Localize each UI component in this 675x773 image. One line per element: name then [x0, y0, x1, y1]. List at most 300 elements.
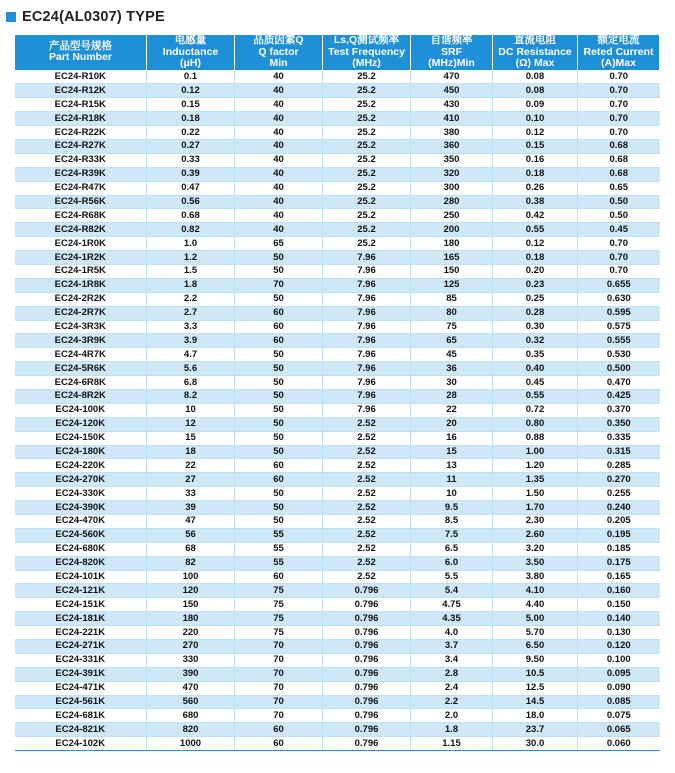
cell-dc-resistance: 0.12: [493, 126, 578, 140]
cell-dc-resistance: 0.16: [493, 153, 578, 167]
cell-dc-resistance: 0.25: [493, 292, 578, 306]
cell-srf: 15: [411, 445, 493, 459]
cell-q-factor: 40: [235, 112, 323, 126]
cell-part-number: EC24-3R9K: [15, 334, 147, 348]
cell-dc-resistance: 1.00: [493, 445, 578, 459]
cell-test-frequency: 7.96: [323, 264, 411, 278]
cell-q-factor: 40: [235, 98, 323, 112]
cell-srf: 410: [411, 112, 493, 126]
cell-srf: 1.15: [411, 737, 493, 751]
cell-dc-resistance: 4.10: [493, 584, 578, 598]
cell-srf: 75: [411, 320, 493, 334]
cell-rated-current: 0.315: [578, 445, 660, 459]
cell-q-factor: 40: [235, 195, 323, 209]
table-row: [15, 292, 660, 306]
header-line: 额定电流: [597, 34, 640, 46]
cell-dc-resistance: 0.45: [493, 376, 578, 390]
cell-srf: 11: [411, 473, 493, 487]
header-q-factor: [235, 35, 323, 71]
cell-dc-resistance: 5.70: [493, 626, 578, 640]
cell-inductance: 1.2: [147, 251, 235, 265]
cell-q-factor: 50: [235, 431, 323, 445]
cell-q-factor: 70: [235, 640, 323, 654]
cell-inductance: 270: [147, 640, 235, 654]
cell-srf: 16: [411, 431, 493, 445]
cell-srf: 360: [411, 139, 493, 153]
cell-part-number: EC24-820K: [15, 556, 147, 570]
table-row: [15, 334, 660, 348]
cell-inductance: 10: [147, 403, 235, 417]
header-line: SRF: [441, 45, 462, 58]
cell-test-frequency: 2.52: [323, 542, 411, 556]
cell-dc-resistance: 0.20: [493, 264, 578, 278]
cell-dc-resistance: 0.55: [493, 389, 578, 403]
table-row: [15, 362, 660, 376]
cell-inductance: 0.15: [147, 98, 235, 112]
table-row: [15, 376, 660, 390]
cell-rated-current: 0.075: [578, 709, 660, 723]
cell-q-factor: 70: [235, 653, 323, 667]
cell-q-factor: 50: [235, 264, 323, 278]
header-line: Q factor: [258, 45, 299, 58]
cell-test-frequency: 7.96: [323, 362, 411, 376]
cell-rated-current: 0.70: [578, 126, 660, 140]
cell-q-factor: 40: [235, 70, 323, 84]
cell-q-factor: 40: [235, 181, 323, 195]
cell-rated-current: 0.240: [578, 501, 660, 515]
cell-part-number: EC24-1R2K: [15, 251, 147, 265]
table-row: [15, 153, 660, 167]
table-row: [15, 542, 660, 556]
cell-part-number: EC24-221K: [15, 626, 147, 640]
cell-srf: 430: [411, 98, 493, 112]
cell-part-number: EC24-R68K: [15, 209, 147, 223]
table-row: [15, 640, 660, 654]
cell-inductance: 120: [147, 584, 235, 598]
table-row: [15, 223, 660, 237]
cell-part-number: EC24-1R5K: [15, 264, 147, 278]
table-row: [15, 112, 660, 126]
header-line: (MHz): [352, 57, 381, 69]
cell-srf: 300: [411, 181, 493, 195]
cell-test-frequency: 7.96: [323, 251, 411, 265]
cell-rated-current: 0.70: [578, 84, 660, 98]
cell-srf: 7.5: [411, 528, 493, 542]
cell-test-frequency: 7.96: [323, 320, 411, 334]
cell-srf: 350: [411, 153, 493, 167]
table-row: [15, 348, 660, 362]
table-row: [15, 306, 660, 320]
cell-q-factor: 50: [235, 292, 323, 306]
cell-rated-current: 0.45: [578, 223, 660, 237]
cell-test-frequency: 0.796: [323, 737, 411, 751]
cell-part-number: EC24-391K: [15, 667, 147, 681]
cell-test-frequency: 7.96: [323, 306, 411, 320]
cell-q-factor: 50: [235, 376, 323, 390]
cell-part-number: EC24-2R7K: [15, 306, 147, 320]
cell-q-factor: 70: [235, 709, 323, 723]
table-body: [15, 70, 660, 751]
cell-q-factor: 55: [235, 542, 323, 556]
cell-q-factor: 70: [235, 681, 323, 695]
cell-rated-current: 0.68: [578, 139, 660, 153]
cell-inductance: 150: [147, 598, 235, 612]
header-line: Test Frequency: [328, 45, 405, 58]
table-row: [15, 320, 660, 334]
page-title: [6, 8, 165, 26]
cell-q-factor: 55: [235, 528, 323, 542]
cell-srf: 280: [411, 195, 493, 209]
cell-dc-resistance: 0.28: [493, 306, 578, 320]
cell-srf: 8.5: [411, 515, 493, 529]
header-line: Part Number: [48, 51, 112, 64]
cell-srf: 250: [411, 209, 493, 223]
header-test-frequency: [323, 35, 411, 71]
cell-rated-current: 0.70: [578, 264, 660, 278]
cell-dc-resistance: 2.30: [493, 515, 578, 529]
cell-q-factor: 75: [235, 626, 323, 640]
cell-rated-current: 0.350: [578, 417, 660, 431]
cell-part-number: EC24-331K: [15, 653, 147, 667]
cell-inductance: 0.68: [147, 209, 235, 223]
cell-inductance: 0.18: [147, 112, 235, 126]
header-line: (A)Max: [600, 57, 636, 69]
header-line: 电感量: [174, 34, 207, 46]
header-line: 直流电阻: [514, 34, 556, 46]
cell-dc-resistance: 0.88: [493, 431, 578, 445]
cell-part-number: EC24-150K: [15, 431, 147, 445]
cell-rated-current: 0.530: [578, 348, 660, 362]
cell-part-number: EC24-270K: [15, 473, 147, 487]
header-inductance: [147, 35, 235, 71]
cell-rated-current: 0.090: [578, 681, 660, 695]
table-header-row: [15, 35, 660, 71]
cell-inductance: 3.3: [147, 320, 235, 334]
cell-test-frequency: 25.2: [323, 70, 411, 84]
table-row: [15, 598, 660, 612]
cell-part-number: EC24-680K: [15, 542, 147, 556]
cell-part-number: EC24-390K: [15, 501, 147, 515]
cell-part-number: EC24-470K: [15, 515, 147, 529]
cell-q-factor: 40: [235, 84, 323, 98]
cell-rated-current: 0.095: [578, 667, 660, 681]
cell-q-factor: 50: [235, 251, 323, 265]
cell-rated-current: 0.500: [578, 362, 660, 376]
cell-test-frequency: 7.96: [323, 334, 411, 348]
cell-inductance: 2.2: [147, 292, 235, 306]
title-text: EC24(AL0307) TYPE: [22, 9, 165, 25]
header-line: Min: [269, 57, 288, 69]
cell-q-factor: 50: [235, 417, 323, 431]
cell-inductance: 560: [147, 695, 235, 709]
cell-rated-current: 0.470: [578, 376, 660, 390]
cell-srf: 2.4: [411, 681, 493, 695]
cell-dc-resistance: 0.72: [493, 403, 578, 417]
cell-test-frequency: 25.2: [323, 181, 411, 195]
cell-q-factor: 50: [235, 501, 323, 515]
header-line: Reted Current: [583, 45, 654, 58]
cell-rated-current: 0.575: [578, 320, 660, 334]
cell-srf: 2.2: [411, 695, 493, 709]
cell-srf: 150: [411, 264, 493, 278]
cell-srf: 28: [411, 389, 493, 403]
cell-srf: 5.4: [411, 584, 493, 598]
cell-dc-resistance: 1.70: [493, 501, 578, 515]
cell-inductance: 22: [147, 459, 235, 473]
cell-srf: 4.75: [411, 598, 493, 612]
cell-test-frequency: 0.796: [323, 681, 411, 695]
cell-inductance: 1.5: [147, 264, 235, 278]
cell-part-number: EC24-R82K: [15, 223, 147, 237]
cell-q-factor: 60: [235, 459, 323, 473]
cell-test-frequency: 25.2: [323, 98, 411, 112]
cell-q-factor: 55: [235, 556, 323, 570]
cell-rated-current: 0.555: [578, 334, 660, 348]
header-line: (Ω) Max: [515, 57, 555, 69]
cell-inductance: 0.22: [147, 126, 235, 140]
table-row: [15, 195, 660, 209]
cell-rated-current: 0.65: [578, 181, 660, 195]
cell-test-frequency: 25.2: [323, 237, 411, 251]
cell-rated-current: 0.060: [578, 737, 660, 751]
cell-test-frequency: 0.796: [323, 640, 411, 654]
cell-part-number: EC24-101K: [15, 570, 147, 584]
cell-part-number: EC24-560K: [15, 528, 147, 542]
table-row: [15, 417, 660, 431]
cell-dc-resistance: 2.60: [493, 528, 578, 542]
table-row: [15, 70, 660, 84]
table-row: [15, 501, 660, 515]
table-row: [15, 209, 660, 223]
cell-rated-current: 0.160: [578, 584, 660, 598]
cell-test-frequency: 0.796: [323, 598, 411, 612]
cell-part-number: EC24-561K: [15, 695, 147, 709]
table-row: [15, 556, 660, 570]
cell-inductance: 6.8: [147, 376, 235, 390]
cell-test-frequency: 2.52: [323, 473, 411, 487]
cell-rated-current: 0.655: [578, 278, 660, 292]
cell-srf: 470: [411, 70, 493, 84]
cell-dc-resistance: 0.32: [493, 334, 578, 348]
cell-q-factor: 75: [235, 598, 323, 612]
cell-rated-current: 0.140: [578, 612, 660, 626]
table-row: [15, 737, 660, 751]
header-line: Ls,Q测试频率: [333, 34, 400, 46]
cell-inductance: 39: [147, 501, 235, 515]
cell-test-frequency: 25.2: [323, 195, 411, 209]
cell-rated-current: 0.195: [578, 528, 660, 542]
cell-part-number: EC24-4R7K: [15, 348, 147, 362]
cell-dc-resistance: 1.50: [493, 487, 578, 501]
cell-test-frequency: 25.2: [323, 209, 411, 223]
cell-inductance: 0.33: [147, 153, 235, 167]
cell-rated-current: 0.70: [578, 70, 660, 84]
table-row: [15, 487, 660, 501]
cell-srf: 3.4: [411, 653, 493, 667]
cell-test-frequency: 25.2: [323, 84, 411, 98]
cell-part-number: EC24-330K: [15, 487, 147, 501]
cell-q-factor: 70: [235, 695, 323, 709]
cell-test-frequency: 0.796: [323, 612, 411, 626]
table-row: [15, 264, 660, 278]
table-row: [15, 695, 660, 709]
cell-rated-current: 0.085: [578, 695, 660, 709]
cell-part-number: EC24-681K: [15, 709, 147, 723]
cell-dc-resistance: 0.42: [493, 209, 578, 223]
cell-part-number: EC24-1R8K: [15, 278, 147, 292]
cell-dc-resistance: 0.40: [493, 362, 578, 376]
cell-q-factor: 50: [235, 389, 323, 403]
table-row: [15, 681, 660, 695]
cell-rated-current: 0.185: [578, 542, 660, 556]
cell-part-number: EC24-8R2K: [15, 389, 147, 403]
table-row: [15, 84, 660, 98]
cell-inductance: 15: [147, 431, 235, 445]
cell-dc-resistance: 23.7: [493, 723, 578, 737]
cell-inductance: 0.12: [147, 84, 235, 98]
cell-dc-resistance: 30.0: [493, 737, 578, 751]
cell-srf: 85: [411, 292, 493, 306]
cell-q-factor: 60: [235, 334, 323, 348]
table-row: [15, 612, 660, 626]
cell-test-frequency: 2.52: [323, 556, 411, 570]
cell-part-number: EC24-5R6K: [15, 362, 147, 376]
cell-part-number: EC24-120K: [15, 417, 147, 431]
cell-dc-resistance: 3.80: [493, 570, 578, 584]
cell-srf: 320: [411, 167, 493, 181]
cell-dc-resistance: 9.50: [493, 653, 578, 667]
cell-part-number: EC24-151K: [15, 598, 147, 612]
cell-dc-resistance: 0.55: [493, 223, 578, 237]
cell-part-number: EC24-R56K: [15, 195, 147, 209]
cell-test-frequency: 25.2: [323, 126, 411, 140]
cell-test-frequency: 0.796: [323, 653, 411, 667]
cell-rated-current: 0.595: [578, 306, 660, 320]
cell-test-frequency: 2.52: [323, 501, 411, 515]
cell-rated-current: 0.120: [578, 640, 660, 654]
cell-rated-current: 0.150: [578, 598, 660, 612]
cell-srf: 380: [411, 126, 493, 140]
table-row: [15, 723, 660, 737]
cell-part-number: EC24-R15K: [15, 98, 147, 112]
title-bullet-icon: [6, 12, 16, 22]
cell-dc-resistance: 0.35: [493, 348, 578, 362]
cell-rated-current: 0.50: [578, 209, 660, 223]
cell-inductance: 1.0: [147, 237, 235, 251]
cell-inductance: 8.2: [147, 389, 235, 403]
cell-inductance: 0.82: [147, 223, 235, 237]
cell-dc-resistance: 0.18: [493, 167, 578, 181]
cell-rated-current: 0.70: [578, 237, 660, 251]
cell-part-number: EC24-R47K: [15, 181, 147, 195]
cell-inductance: 0.56: [147, 195, 235, 209]
cell-q-factor: 50: [235, 487, 323, 501]
cell-test-frequency: 2.52: [323, 528, 411, 542]
table-row: [15, 181, 660, 195]
cell-dc-resistance: 6.50: [493, 640, 578, 654]
cell-q-factor: 50: [235, 362, 323, 376]
cell-rated-current: 0.130: [578, 626, 660, 640]
cell-rated-current: 0.065: [578, 723, 660, 737]
cell-dc-resistance: 12.5: [493, 681, 578, 695]
table-row: [15, 431, 660, 445]
cell-test-frequency: 7.96: [323, 376, 411, 390]
cell-test-frequency: 7.96: [323, 292, 411, 306]
cell-test-frequency: 7.96: [323, 389, 411, 403]
table-row: [15, 445, 660, 459]
cell-inductance: 100: [147, 570, 235, 584]
header-line: (μH): [180, 57, 201, 69]
cell-inductance: 2.7: [147, 306, 235, 320]
cell-srf: 22: [411, 403, 493, 417]
cell-dc-resistance: 0.09: [493, 98, 578, 112]
cell-srf: 6.0: [411, 556, 493, 570]
cell-q-factor: 50: [235, 515, 323, 529]
cell-dc-resistance: 0.15: [493, 139, 578, 153]
cell-q-factor: 40: [235, 167, 323, 181]
header-line: 自谐频率: [430, 34, 473, 46]
cell-dc-resistance: 5.00: [493, 612, 578, 626]
cell-dc-resistance: 0.10: [493, 112, 578, 126]
cell-inductance: 0.1: [147, 70, 235, 84]
cell-q-factor: 60: [235, 320, 323, 334]
cell-inductance: 680: [147, 709, 235, 723]
cell-part-number: EC24-180K: [15, 445, 147, 459]
table-row: [15, 667, 660, 681]
header-line: 产品型号规格: [49, 39, 112, 52]
cell-q-factor: 40: [235, 223, 323, 237]
cell-dc-resistance: 14.5: [493, 695, 578, 709]
table-row: [15, 515, 660, 529]
cell-dc-resistance: 3.50: [493, 556, 578, 570]
cell-inductance: 220: [147, 626, 235, 640]
cell-test-frequency: 0.796: [323, 709, 411, 723]
cell-srf: 4.0: [411, 626, 493, 640]
cell-srf: 4.35: [411, 612, 493, 626]
table-row: [15, 139, 660, 153]
cell-dc-resistance: 0.08: [493, 84, 578, 98]
cell-q-factor: 50: [235, 445, 323, 459]
cell-part-number: EC24-471K: [15, 681, 147, 695]
cell-q-factor: 50: [235, 348, 323, 362]
cell-inductance: 82: [147, 556, 235, 570]
cell-inductance: 470: [147, 681, 235, 695]
cell-rated-current: 0.70: [578, 112, 660, 126]
cell-rated-current: 0.70: [578, 98, 660, 112]
cell-part-number: EC24-R12K: [15, 84, 147, 98]
cell-part-number: EC24-121K: [15, 584, 147, 598]
table-row: [15, 709, 660, 723]
cell-test-frequency: 0.796: [323, 667, 411, 681]
cell-srf: 20: [411, 417, 493, 431]
table-row: [15, 403, 660, 417]
cell-test-frequency: 2.52: [323, 515, 411, 529]
header-rated-current: [578, 35, 660, 71]
cell-test-frequency: 2.52: [323, 417, 411, 431]
cell-q-factor: 70: [235, 667, 323, 681]
cell-test-frequency: 25.2: [323, 139, 411, 153]
cell-inductance: 5.6: [147, 362, 235, 376]
cell-test-frequency: 7.96: [323, 403, 411, 417]
cell-dc-resistance: 0.38: [493, 195, 578, 209]
table-row: [15, 653, 660, 667]
cell-test-frequency: 0.796: [323, 695, 411, 709]
table-row: [15, 389, 660, 403]
cell-part-number: EC24-102K: [15, 737, 147, 751]
cell-inductance: 12: [147, 417, 235, 431]
header-line: (MHz)Min: [428, 57, 475, 69]
cell-inductance: 27: [147, 473, 235, 487]
